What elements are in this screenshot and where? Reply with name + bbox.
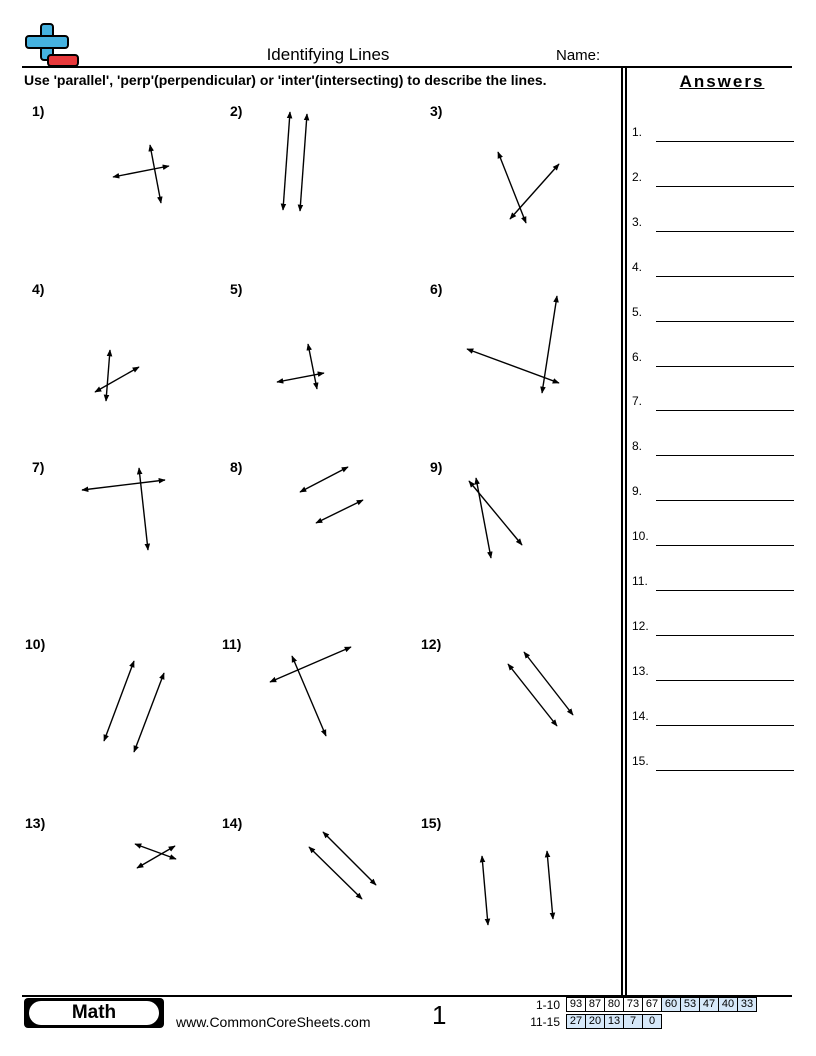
answer-row	[632, 347, 794, 367]
score-cell: 33	[738, 998, 757, 1012]
answer-blank-15[interactable]	[656, 770, 794, 771]
answer-row	[632, 661, 794, 681]
answer-row	[632, 212, 794, 232]
answer-blank-12[interactable]	[656, 635, 794, 636]
name-label: Name:	[556, 47, 601, 64]
problem-4-figure	[95, 350, 139, 401]
answer-row	[632, 616, 794, 636]
math-badge	[24, 998, 164, 1028]
answer-number: 9.	[632, 484, 643, 499]
problem-14-figure	[309, 832, 376, 899]
answer-blank-6[interactable]	[656, 366, 794, 367]
problem-11-line-1	[270, 647, 351, 682]
problem-12-line-1	[508, 664, 557, 726]
problem-14-line-1	[309, 847, 362, 899]
answer-number: 7.	[632, 394, 643, 409]
score-cell: 0	[643, 1015, 662, 1029]
problem-7-line-1	[82, 480, 165, 490]
score-table-row-2	[566, 1014, 662, 1029]
page-title: Identifying Lines	[266, 45, 390, 64]
answer-number: 15.	[632, 753, 649, 768]
problem-12-label: 12)	[421, 636, 442, 652]
problem-15-label: 15)	[421, 815, 442, 831]
problem-11-label: 11)	[222, 636, 242, 652]
answer-number: 2.	[632, 169, 643, 184]
problem-12-figure	[508, 652, 573, 726]
problem-4-label: 4)	[32, 281, 45, 297]
score-cell: 53	[681, 998, 700, 1012]
score-cell: 47	[700, 998, 719, 1012]
problem-3-line-2	[510, 164, 559, 219]
problem-9-line-1	[476, 478, 491, 558]
score-cell: 27	[567, 1015, 586, 1029]
answer-blank-10[interactable]	[656, 545, 794, 546]
problem-6-figure	[467, 296, 559, 393]
problem-8-line-1	[300, 467, 348, 492]
answer-number: 13.	[632, 663, 649, 678]
answer-blank-2[interactable]	[656, 186, 794, 187]
problem-8-label: 8)	[230, 459, 243, 475]
problem-9-label: 9)	[430, 459, 443, 475]
answer-number: 8.	[632, 439, 643, 454]
problem-2-line-1	[283, 112, 290, 210]
answer-number: 3.	[632, 214, 643, 229]
score-cell: 67	[643, 998, 662, 1012]
problem-4-line-1	[106, 350, 110, 401]
problem-7-label: 7)	[32, 459, 45, 475]
problem-15-line-1	[482, 856, 488, 925]
score-cell: 73	[624, 998, 643, 1012]
score-cell: 13	[605, 1015, 624, 1029]
problem-7-line-2	[139, 468, 148, 550]
answer-blank-8[interactable]	[656, 455, 794, 456]
answer-blank-9[interactable]	[656, 500, 794, 501]
answer-blank-13[interactable]	[656, 680, 794, 681]
problem-6-label: 6)	[430, 281, 443, 297]
score-cell: 7	[624, 1015, 643, 1029]
problem-11-line-2	[292, 656, 326, 736]
answer-number: 12.	[632, 618, 649, 633]
problem-8-line-2	[316, 500, 363, 523]
problem-10-line-2	[134, 673, 164, 752]
instructions: Use 'parallel', 'perp'(perpendicular) or 'inter'(intersecting) to describe the lines.	[24, 72, 547, 88]
problem-15-figure	[482, 851, 553, 925]
score-table-row-1	[566, 997, 757, 1012]
score-cell: 60	[662, 998, 681, 1012]
problem-14-line-2	[323, 832, 376, 885]
problem-15-line-2	[547, 851, 553, 919]
website-link[interactable]: www.CommonCoreSheets.com	[176, 1014, 371, 1030]
problem-2-line-2	[300, 114, 307, 211]
problem-11-figure	[270, 647, 351, 736]
problem-3-figure	[498, 152, 559, 223]
problem-1-label: 1)	[32, 103, 45, 119]
answer-blank-4[interactable]	[656, 276, 794, 277]
answer-number: 14.	[632, 708, 649, 723]
answer-number: 6.	[632, 349, 643, 364]
problem-14-label: 14)	[222, 815, 243, 831]
answer-row	[632, 302, 794, 322]
answer-blank-1[interactable]	[656, 141, 794, 142]
answer-row	[632, 257, 794, 277]
problem-2-figure	[283, 112, 307, 211]
problem-9-line-2	[469, 481, 522, 545]
problem-6-line-2	[542, 296, 557, 393]
score-row-1-label: 1-10	[535, 998, 560, 1012]
answer-number: 10.	[632, 529, 649, 544]
answer-row	[632, 526, 794, 546]
problem-10-label: 10)	[25, 636, 46, 652]
problem-10-line-1	[104, 661, 134, 741]
problem-1-figure	[113, 145, 169, 203]
problem-6-line-1	[467, 349, 559, 383]
answers-heading: Answers	[679, 72, 765, 91]
math-badge-label: Math	[29, 1001, 159, 1025]
score-cell: 40	[719, 998, 738, 1012]
problem-5-label: 5)	[230, 281, 243, 297]
answer-blank-5[interactable]	[656, 321, 794, 322]
problem-7-figure	[82, 468, 165, 550]
problem-10-figure	[104, 661, 164, 752]
score-cell: 20	[586, 1015, 605, 1029]
answer-row	[632, 167, 794, 187]
problem-3-line-1	[498, 152, 526, 223]
problem-8-figure	[300, 467, 363, 523]
score-row-2-label: 11-15	[530, 1015, 560, 1029]
answer-row	[632, 481, 794, 501]
score-cell: 80	[605, 998, 624, 1012]
problem-5-line-2	[308, 344, 317, 389]
problem-9-figure	[469, 478, 522, 558]
answer-number: 5.	[632, 304, 643, 319]
answer-number: 1.	[632, 125, 643, 139]
score-cell: 87	[586, 998, 605, 1012]
problem-13-figure	[135, 844, 176, 868]
answer-blank-11[interactable]	[656, 590, 794, 591]
problem-12-line-2	[524, 652, 573, 715]
answer-row	[632, 706, 794, 726]
answer-number: 4.	[632, 259, 643, 274]
answer-blank-3[interactable]	[656, 231, 794, 232]
problem-4-line-2	[95, 367, 139, 392]
answer-row	[632, 571, 794, 591]
answer-row	[632, 122, 794, 142]
answer-row	[632, 751, 794, 771]
answer-blank-14[interactable]	[656, 725, 794, 726]
problem-2-label: 2)	[230, 103, 243, 119]
answer-row	[632, 391, 794, 411]
answer-blank-7[interactable]	[656, 410, 794, 411]
problem-13-label: 13)	[25, 815, 46, 831]
score-cell: 93	[567, 998, 586, 1012]
problem-1-line-2	[150, 145, 161, 203]
page-number: 1	[432, 1000, 447, 1030]
answer-number: 11.	[632, 574, 648, 588]
problem-1-line-1	[113, 166, 169, 177]
problem-3-label: 3)	[430, 103, 443, 119]
problem-5-figure	[277, 344, 324, 389]
problem-5-line-1	[277, 373, 324, 382]
answer-row	[632, 436, 794, 456]
